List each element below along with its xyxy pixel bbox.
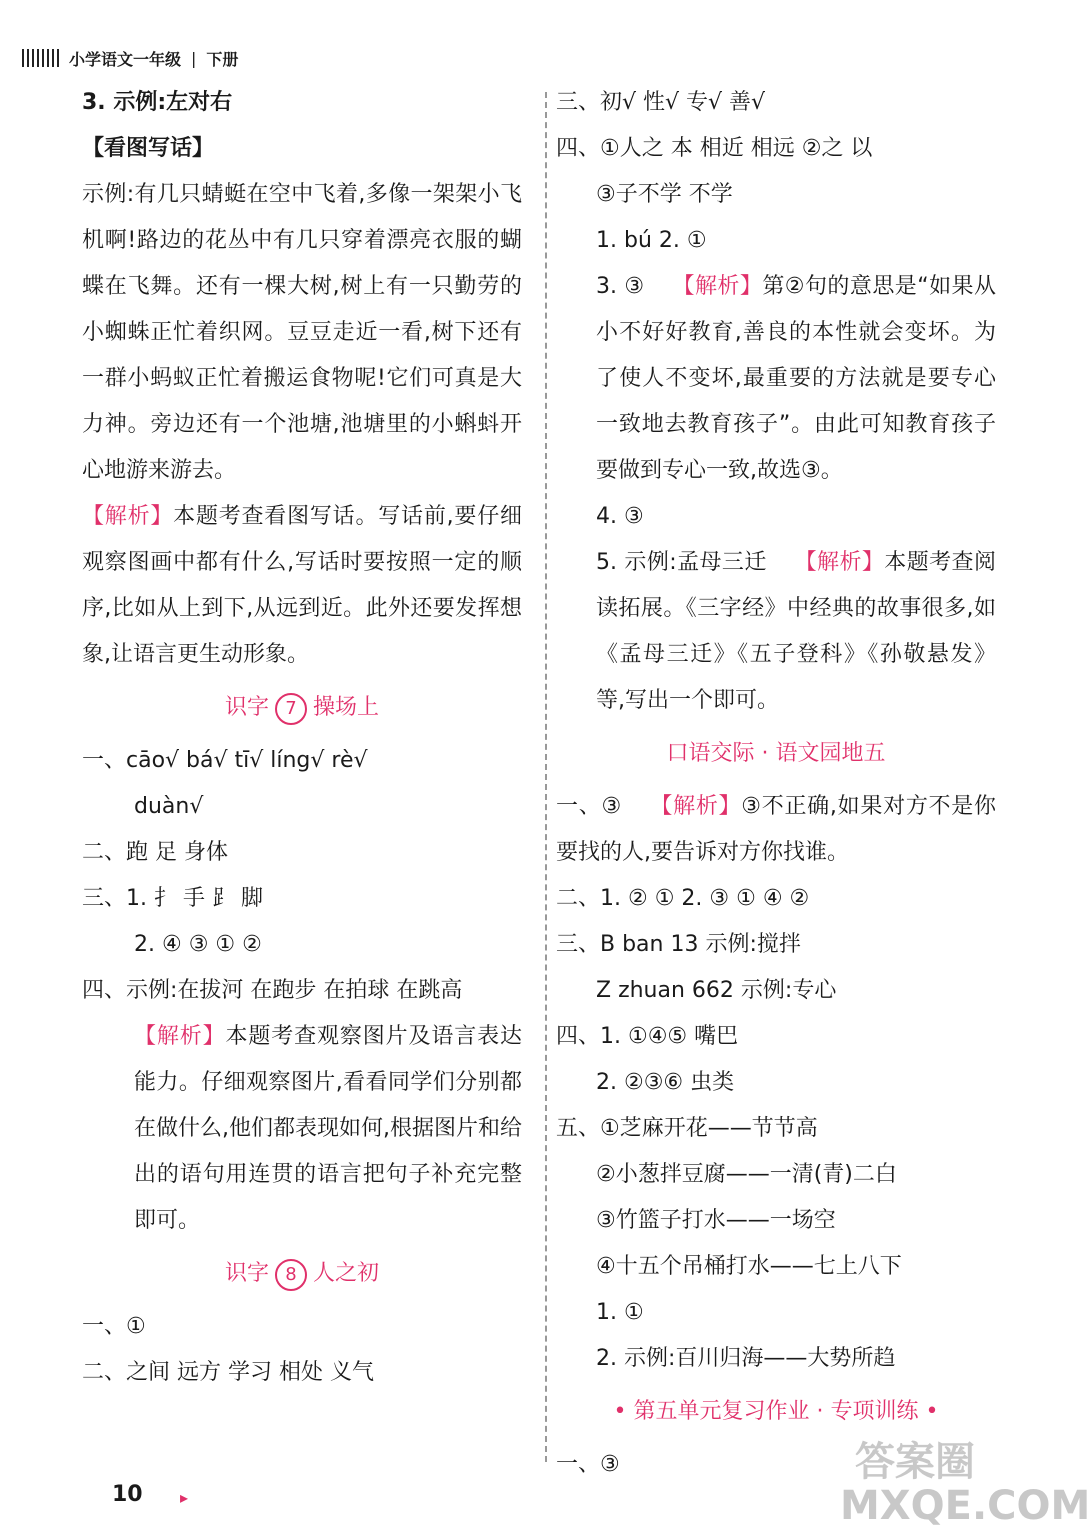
analysis-text: 第②句的意思是“如果从小不好好教育,善良的本性就会变坏。为了使人不变坏,最重要的方法就是要专心一致地去教育孩子”。由此可知教育孩子要做到专心一致,故选③。: [596, 274, 996, 483]
answer-line: [556, 494, 996, 540]
section-number: 7: [275, 693, 307, 725]
analysis-tag: 【解析】: [134, 1024, 226, 1049]
answer-line: [82, 876, 522, 922]
section-title: [556, 1382, 996, 1442]
page-header: [22, 46, 238, 70]
answer-line: [82, 126, 522, 172]
answer-text: 三、初√ 性√ 专√ 善√: [556, 90, 766, 115]
answer-text: 二、1. ② ① 2. ③ ① ④ ②: [556, 886, 810, 911]
analysis-text: 本题考查看图写话。写话前,要仔细观察图画中都有什么,写话时要按照一定的顺序,比如从上到下,从远到近。此外还要发挥想象,让语言更生动形象。: [82, 504, 522, 667]
answer-line: [82, 1304, 522, 1350]
answer-line: [556, 876, 996, 922]
answer-line: [82, 738, 522, 784]
analysis-text: 本题考查观察图片及语言表达能力。仔细观察图片,看看同学们分别都在做什么,他们都表现如何,根据图片和给出的语句用连贯的语言把句子补充完整即可。: [134, 1024, 522, 1233]
answer-line: [556, 1198, 996, 1244]
header-subject: 小学语文一年级: [69, 49, 182, 69]
section-prefix: 识字: [224, 695, 269, 720]
answer-text: 二、之间 远方 学习 相处 义气: [82, 1360, 374, 1385]
answer-text: 一、③: [556, 794, 630, 819]
answer-text: 2. ②③⑥ 虫类: [596, 1070, 735, 1095]
answer-line: [556, 1244, 996, 1290]
answer-text: 三、B ban 13 示例:搅拌: [556, 932, 801, 957]
analysis-tag: 【解析】: [649, 794, 742, 819]
section-number: 8: [275, 1259, 307, 1291]
barcode-icon: [22, 49, 59, 67]
answer-text: 二、跑 足 身体: [82, 840, 228, 865]
answer-text: ③子不学 不学: [596, 182, 733, 207]
answer-text: 四、①人之 本 相近 相远 ②之 以: [556, 136, 873, 161]
header-volume: 下册: [206, 49, 239, 69]
answer-text: ④十五个吊桶打水——七上八下: [596, 1254, 902, 1279]
answer-text: ③竹篮子打水——一场空: [596, 1208, 836, 1233]
answer-text: 【看图写话】: [82, 136, 215, 161]
section-title: [556, 724, 996, 784]
answer-line: [556, 1290, 996, 1336]
answer-text: 四、示例:在拔河 在跑步 在拍球 在跳高: [82, 978, 463, 1003]
answer-line: [556, 784, 996, 876]
answer-line: [82, 784, 522, 830]
answer-line: [82, 1350, 522, 1396]
analysis-tag: 【解析】: [82, 504, 174, 529]
section-title: [82, 1244, 522, 1304]
answer-line: [556, 1106, 996, 1152]
answer-line: [556, 218, 996, 264]
answer-text: 1. ①: [596, 1300, 644, 1325]
answer-line: [556, 1060, 996, 1106]
answer-line: [556, 80, 996, 126]
answer-line: [556, 1014, 996, 1060]
answer-text: 5. 示例:孟母三迁: [596, 550, 775, 575]
answer-line: [82, 830, 522, 876]
answer-line: [82, 1014, 522, 1244]
answer-text: 2. 示例:百川归海——大势所趋: [596, 1346, 896, 1371]
analysis-text: 本题考查阅读拓展。《三字经》中经典的故事很多,如《孟母三迁》《五子登科》《孙敬悬发》等,写出一个即可。: [596, 550, 996, 713]
answer-text: 五、①芝麻开花——节节高: [556, 1116, 818, 1141]
answer-text: 四、1. ①④⑤ 嘴巴: [556, 1024, 739, 1049]
section-name: 操场上: [313, 695, 380, 720]
answer-line: [556, 264, 996, 494]
answer-text: 3. 示例:左对右: [82, 90, 233, 115]
answer-text: 一、①: [82, 1314, 146, 1339]
answer-text: 一、cāo√ bá√ tī√ líng√ rè√: [82, 748, 368, 773]
answer-text: duàn√: [134, 794, 204, 819]
answer-text: 示例:有几只蜻蜓在空中飞着,多像一架架小飞机啊!路边的花丛中有几只穿着漂亮衣服的蝴蝶在飞舞。还有一棵大树,树上有一只勤劳的小蜘蛛正忙着织网。豆豆走近一看,树下还有一群小蚂蚁正忙着搬运食物呢!它们可真是大力神。旁边还有一个池塘,池塘里的小蝌蚪开心地游来游去。: [82, 182, 522, 483]
section-name: • 第五单元复习作业 · 专项训练 •: [613, 1399, 939, 1424]
header-separator: |: [191, 48, 197, 68]
answer-line: [556, 1152, 996, 1198]
page-number: 10: [112, 1482, 143, 1507]
section-name: 人之初: [313, 1261, 380, 1286]
analysis-tag: 【解析】: [794, 550, 885, 575]
watermark: 答案圈 MXQE.COM: [840, 1439, 1090, 1529]
answer-line: [556, 172, 996, 218]
page-arrow-icon: ▸: [180, 1488, 189, 1507]
answer-line: [556, 968, 996, 1014]
answer-line: [82, 968, 522, 1014]
answer-text: 3. ③: [596, 274, 653, 299]
answer-text: ②小葱拌豆腐——一清(青)二白: [596, 1162, 897, 1187]
left-column: [82, 80, 522, 1396]
answer-line: [556, 540, 996, 724]
analysis-text: ③不正确,如果对方不是你要找的人,要告诉对方你找谁。: [556, 794, 996, 865]
answer-line: [82, 922, 522, 968]
answer-line: [82, 494, 522, 678]
answer-text: 2. ④ ③ ① ②: [134, 932, 262, 957]
right-column: [556, 80, 996, 1488]
column-divider: [545, 92, 547, 1462]
answer-text: 4. ③: [596, 504, 644, 529]
analysis-tag: 【解析】: [672, 274, 763, 299]
answer-text: 一、③: [556, 1452, 620, 1477]
answer-text: 1. bú 2. ①: [596, 228, 707, 253]
section-prefix: 识字: [224, 1261, 269, 1286]
answer-text: 三、1. 扌 手 ⻊ 脚: [82, 886, 263, 911]
answer-line: [82, 172, 522, 494]
answer-text: Z zhuan 662 示例:专心: [596, 978, 837, 1003]
section-title: [82, 678, 522, 738]
section-name: 口语交际 · 语文园地五: [666, 741, 886, 766]
answer-line: [556, 922, 996, 968]
answer-line: [556, 126, 996, 172]
answer-line: [82, 80, 522, 126]
answer-line: [556, 1336, 996, 1382]
